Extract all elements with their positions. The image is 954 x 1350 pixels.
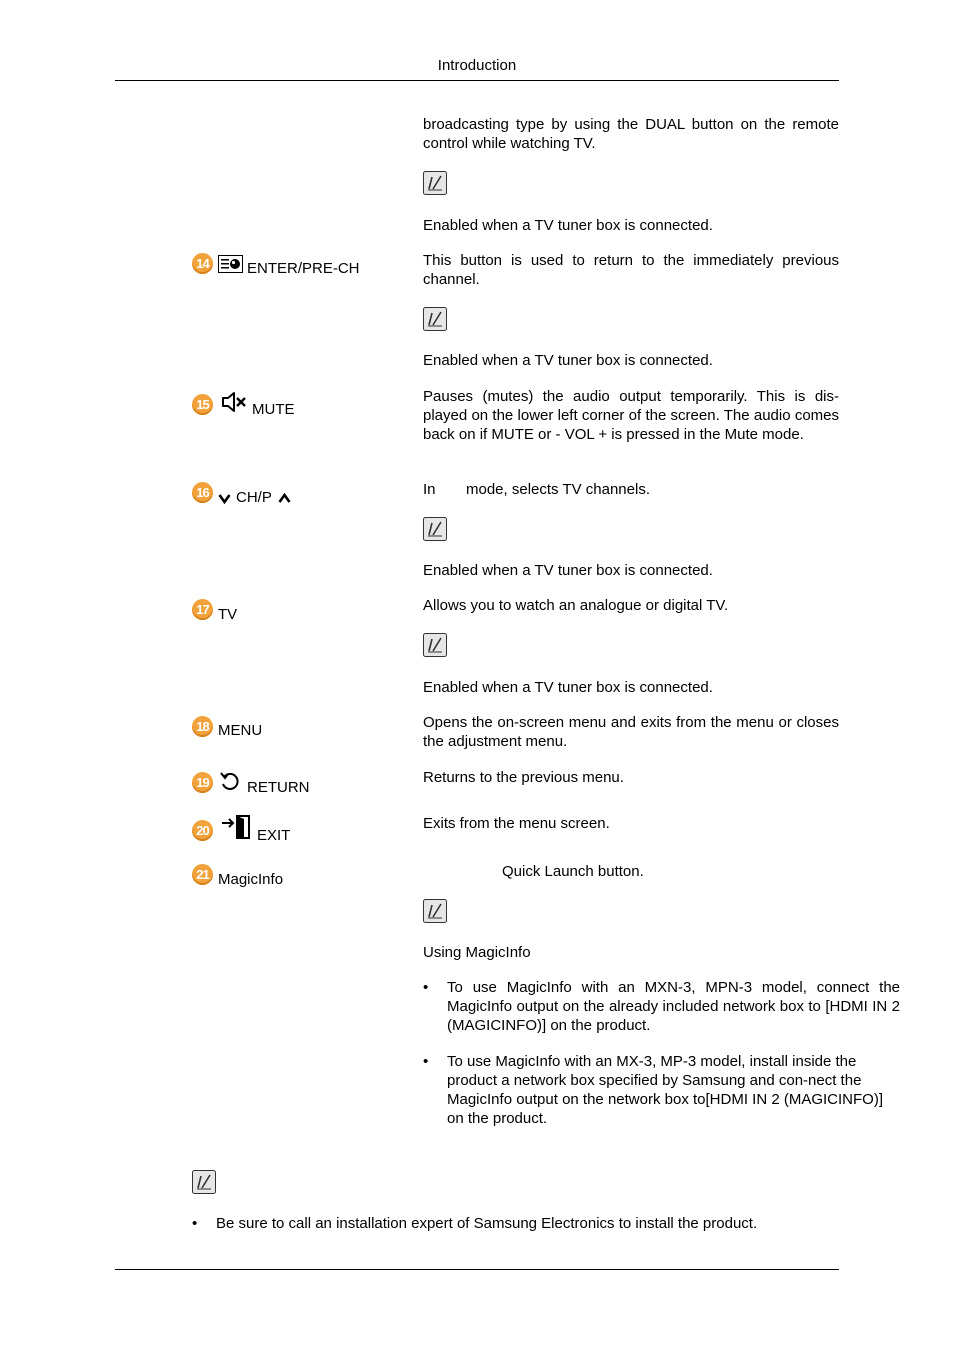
chp-description-end: mode, selects TV channels. <box>466 481 650 498</box>
bullet: • <box>423 979 429 996</box>
exit-icon <box>221 813 251 843</box>
bullet: • <box>192 1215 198 1232</box>
note-icon <box>423 307 447 331</box>
number-badge-14: 14 <box>192 253 213 274</box>
enter-note: Enabled when a TV tuner box is connected. <box>423 352 713 369</box>
return-icon <box>219 771 241 797</box>
mute-description: Pauses (mutes) the audio output temporarily. This is dis-played on the lower left corner of the screen. The audio comes back on if MUTE or - VOL + is pressed in the Mute mode. <box>423 388 839 443</box>
note-icon <box>423 517 447 541</box>
header-rule <box>115 80 839 81</box>
tv-label: TV <box>218 606 238 623</box>
tv-description: Allows you to watch an analogue or digital TV. <box>423 597 729 614</box>
exit-description: Exits from the menu screen. <box>423 815 610 832</box>
ch-p-label: CH/P <box>236 489 272 506</box>
dual-description: broadcasting type by using the DUAL button on the remote control while watching TV. <box>423 116 839 152</box>
mute-label: MUTE <box>252 401 295 418</box>
footer-note-bullet: Be sure to call an installation expert of Samsung Electronics to install the product. <box>216 1215 758 1232</box>
bullet: • <box>423 1053 429 1070</box>
magicinfo-description: Quick Launch button. <box>502 863 644 880</box>
dual-note: Enabled when a TV tuner box is connected. <box>423 217 713 234</box>
page-header-title: Introduction <box>437 57 517 74</box>
chp-note: Enabled when a TV tuner box is connected. <box>423 562 713 579</box>
number-badge-20: 20 <box>192 820 213 841</box>
menu-label: MENU <box>218 722 263 739</box>
enter-description: This button is used to return to the immediately previous channel. <box>423 252 839 288</box>
mute-icon <box>221 390 247 418</box>
footer-rule <box>115 1269 839 1270</box>
number-badge-15: 15 <box>192 394 213 415</box>
chevron-up-icon <box>278 491 291 508</box>
number-badge-16: 16 <box>192 482 213 503</box>
magicinfo-label: MagicInfo <box>218 871 284 888</box>
enter-pre-ch-label: ENTER/PRE-CH <box>247 260 360 277</box>
exit-label: EXIT <box>257 827 291 844</box>
return-description: Returns to the previous menu. <box>423 769 624 786</box>
number-badge-19: 19 <box>192 772 213 793</box>
note-icon <box>192 1170 216 1194</box>
tv-note: Enabled when a TV tuner box is connected. <box>423 679 713 696</box>
enter-pre-ch-icon <box>218 255 243 277</box>
number-badge-17: 17 <box>192 599 213 620</box>
note-icon <box>423 171 447 195</box>
return-label: RETURN <box>247 779 310 796</box>
chevron-down-icon <box>218 491 231 508</box>
number-badge-18: 18 <box>192 716 213 737</box>
note-icon <box>423 633 447 657</box>
note-icon <box>423 899 447 923</box>
magicinfo-note-title: Using MagicInfo <box>423 944 531 961</box>
magicinfo-bullet-1: To use MagicInfo with an MXN-3, MPN-3 model, connect the MagicInfo output on the already included network box to [HDMI IN 2 (MAGICINFO)] on the product. <box>447 979 900 1034</box>
menu-description: Opens the on-screen menu and exits from the menu or closes the adjustment menu. <box>423 714 839 750</box>
chp-description-start: In <box>423 481 436 498</box>
number-badge-21: 21 <box>192 864 213 885</box>
magicinfo-bullet-2: To use MagicInfo with an MX-3, MP-3 model, install inside the product a network box specified by Samsung and con-nect the MagicInfo output on the network box to[HDMI IN 2 (MAGICINFO)] on the product. <box>447 1053 883 1127</box>
